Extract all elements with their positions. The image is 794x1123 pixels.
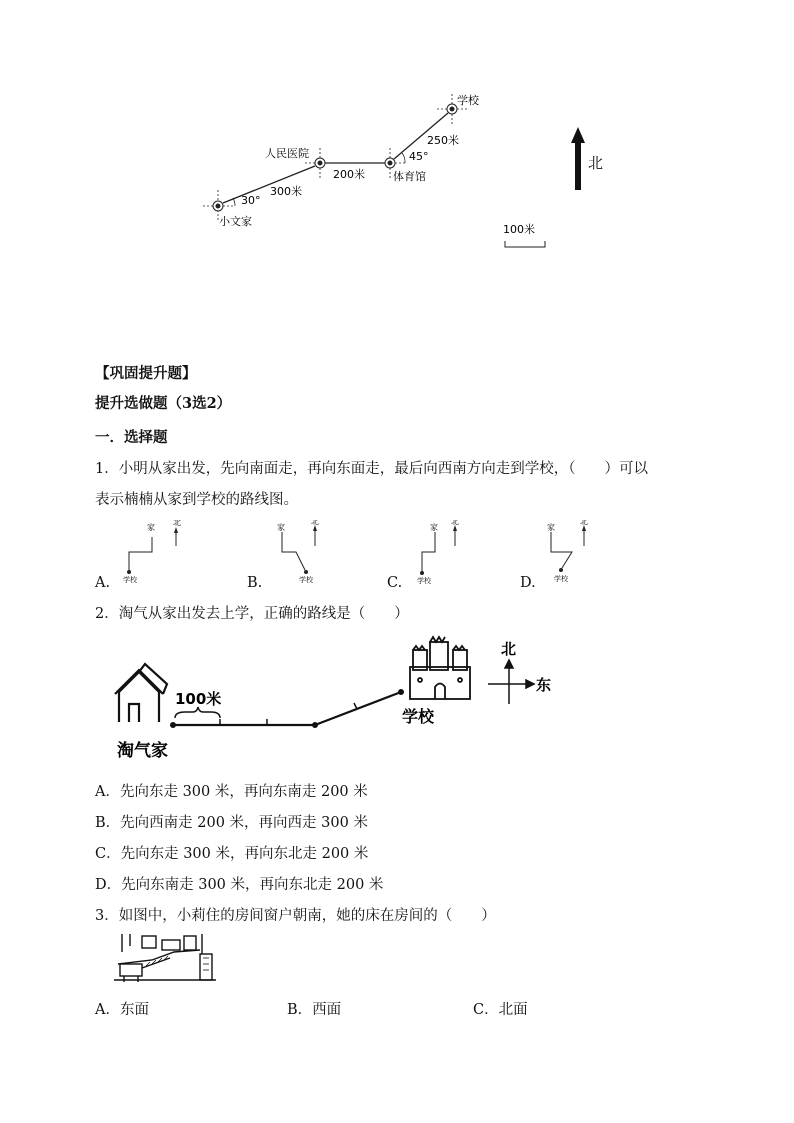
- q2-stem: 2．淘气从家出发去上学，正确的路线是（ ）: [95, 606, 409, 622]
- svg-text:家: 家: [430, 523, 438, 532]
- subtitle: 提升选做题（3选2）: [95, 395, 232, 412]
- q2-route-figure: [105, 632, 565, 767]
- route-map-figure: [195, 85, 585, 255]
- q2-option-d[interactable]: D．先向东南走 300 米，再向东北走 200 米: [95, 877, 384, 893]
- q1-option-d-label: D.: [520, 575, 536, 591]
- q2-home-label: 淘气家: [117, 741, 168, 761]
- q2-scale-brace: [175, 707, 220, 718]
- q2-east-label: 东: [536, 676, 552, 694]
- north-arrow-icon: [571, 127, 585, 190]
- q2-school-label: 学校: [402, 707, 435, 726]
- castle-icon: [410, 637, 470, 699]
- svg-text:家: 家: [147, 523, 155, 532]
- q1-stem-line1: 1．小明从家出发，先向南面走，再向东面走，最后向西南方向走到学校，（ ）可以: [95, 461, 648, 477]
- map-distance-3: 250米: [427, 134, 459, 147]
- q2-option-c[interactable]: C．先向东走 300 米，再向东北走 200 米: [95, 846, 369, 862]
- map-distance-1: 300米: [270, 185, 302, 198]
- house-icon: [115, 664, 167, 722]
- svg-text:学校: 学校: [554, 575, 568, 583]
- q1-option-c-label: C.: [387, 575, 403, 591]
- q1-option-a-diagram: [95, 520, 215, 590]
- q1-option-b-label: B.: [247, 575, 263, 591]
- map-angle-2: 45°: [409, 150, 429, 163]
- map-scale-label: 100米: [503, 223, 535, 236]
- q1-option-b[interactable]: [247, 520, 367, 590]
- part-title: 一．选择题: [95, 429, 168, 446]
- svg-text:家: 家: [547, 523, 555, 532]
- svg-text:北: 北: [173, 520, 181, 527]
- map-north-label: 北: [588, 154, 604, 172]
- map-distance-2: 200米: [333, 168, 365, 181]
- map-gym-label: 体育馆: [393, 170, 426, 183]
- q1-option-d[interactable]: [520, 520, 640, 590]
- section-title: 【巩固提升题】: [95, 365, 197, 382]
- q2-option-a[interactable]: A．先向东走 300 米，再向东南走 200 米: [95, 784, 368, 800]
- q2-option-b[interactable]: B．先向西南走 200 米，再向西走 300 米: [95, 815, 368, 831]
- q3-option-a[interactable]: A．东面: [95, 1002, 149, 1018]
- compass-icon: [488, 660, 534, 704]
- q2-scale-label: 100米: [175, 690, 222, 708]
- scale-bar: [505, 241, 545, 247]
- q1-option-a-label: A.: [95, 575, 111, 591]
- map-hospital-label: 人民医院: [265, 147, 309, 160]
- map-school-label: 学校: [457, 94, 479, 107]
- q3-room-figure: [112, 932, 222, 987]
- q1-option-c-diagram: [387, 520, 507, 590]
- q3-option-c[interactable]: C．北面: [473, 1002, 528, 1018]
- svg-text:学校: 学校: [299, 576, 313, 584]
- svg-text:北: 北: [311, 520, 319, 526]
- q1-option-d-diagram: [520, 520, 640, 590]
- map-home-label: 小文家: [219, 215, 252, 228]
- svg-text:北: 北: [580, 520, 588, 526]
- svg-text:北: 北: [451, 520, 459, 526]
- q3-stem: 3．如图中，小莉住的房间窗户朝南，她的床在房间的（ ）: [95, 908, 496, 924]
- q3-option-b[interactable]: B．西面: [287, 1002, 342, 1018]
- q2-north-label: 北: [501, 640, 517, 658]
- q1-stem-line2: 表示楠楠从家到学校的路线图。: [95, 492, 298, 508]
- q1-option-b-diagram: [247, 520, 367, 590]
- map-angle-1: 30°: [241, 194, 261, 207]
- q1-option-c[interactable]: [387, 520, 507, 590]
- svg-text:学校: 学校: [123, 576, 137, 584]
- q1-option-a[interactable]: [95, 520, 215, 590]
- svg-text:学校: 学校: [417, 577, 431, 585]
- svg-text:家: 家: [277, 523, 285, 532]
